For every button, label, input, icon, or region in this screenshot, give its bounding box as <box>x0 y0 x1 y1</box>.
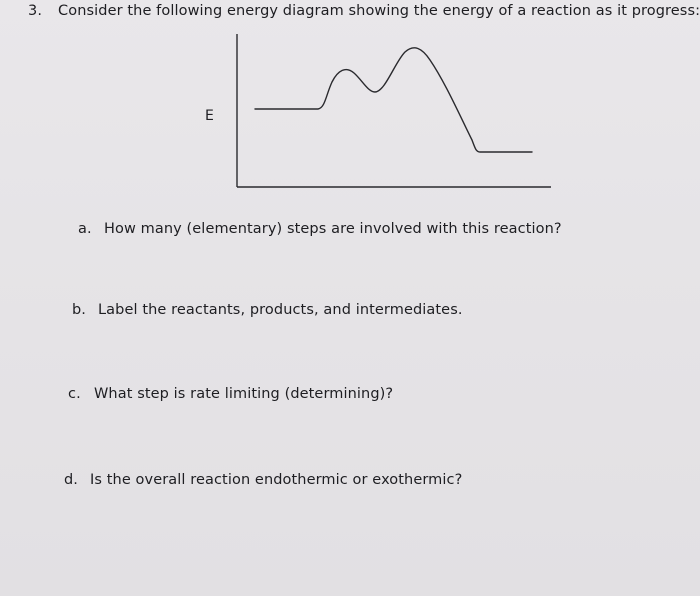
sub-question-letter: b. <box>72 302 87 318</box>
sub-question-letter: a. <box>78 221 92 237</box>
sub-question-letter: d. <box>64 472 79 488</box>
sub-question-b <box>72 302 463 318</box>
sub-question-text: What step is rate limiting (determining)? <box>94 386 394 402</box>
sub-question-text: How many (elementary) steps are involved with this reaction? <box>104 221 562 237</box>
energy-curve <box>255 48 532 152</box>
sub-question-text: Is the overall reaction endothermic or exothermic? <box>90 472 463 488</box>
sub-question-letter: c. <box>68 386 81 402</box>
sub-question-text: Label the reactants, products, and intermediates. <box>98 302 463 318</box>
energy-axis-label: E <box>205 108 214 124</box>
sub-question-d <box>64 472 462 488</box>
question-number: 3. <box>28 3 43 19</box>
sub-question-a <box>78 221 562 237</box>
sub-question-c <box>68 386 393 402</box>
question-text: Consider the following energy diagram showing the energy of a reaction as it progress: <box>58 3 700 19</box>
